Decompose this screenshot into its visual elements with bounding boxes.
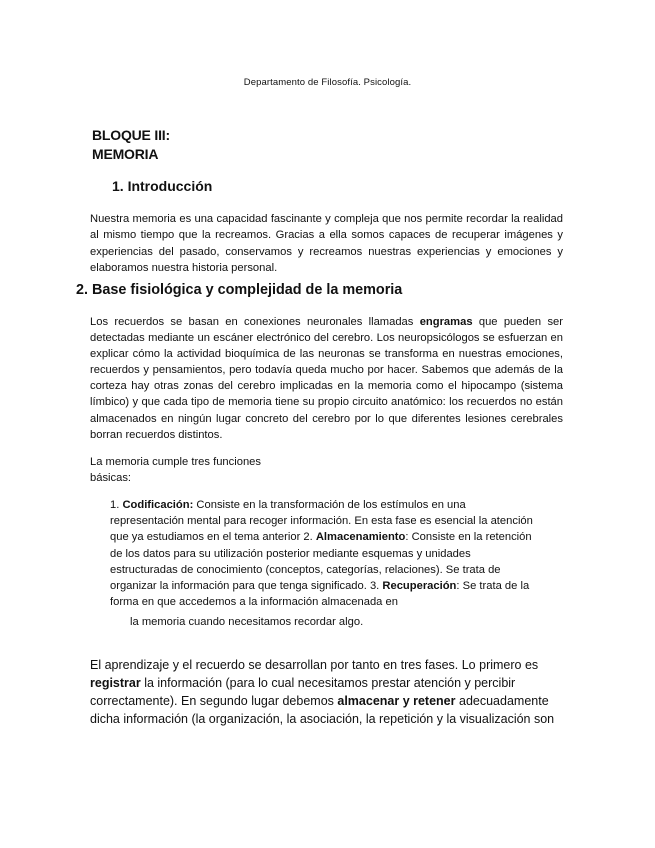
- functions-intro: La memoria cumple tres funciones básicas:: [90, 456, 261, 484]
- function-number-1: 1.: [110, 499, 123, 511]
- learning-paragraph: [90, 656, 560, 728]
- registrar-term: registrar: [90, 676, 141, 690]
- department-header: Departamento de Filosofía. Psicología.: [243, 77, 412, 88]
- base-text-a: Los recuerdos se basan en conexiones neuronales llamadas: [90, 316, 420, 328]
- intro-paragraph: Nuestra memoria es una capacidad fascinante y compleja que nos permite recordar la realidad al mismo tiempo que la recreamos. Gracias a ella somos capaces de recuperar imágenes y experiencias del pasado, conservamos y recreamos nuestras experiencias y emociones y elaboramos nuestra historia personal.: [90, 213, 563, 274]
- codificacion-term: Codificación:: [122, 499, 194, 511]
- engramas-term: engramas: [419, 316, 473, 328]
- learning-text-c: la información (para lo cual necesitamos prestar atención y percibir correctamente). En segundo lugar debemos: [90, 676, 516, 708]
- functions-list: [110, 497, 535, 610]
- learning-text-a: El aprendizaje y el recuerdo se desarrollan por tanto en tres fases. Lo primero es: [90, 658, 539, 672]
- learning-text-d: adecuadamente dicha información (la organización, la asociación, la repetición y la visualización son: [90, 694, 555, 726]
- recuperacion-desc: : Se trata de la forma en que accedemos a la información almacenada en: [110, 580, 530, 609]
- almacenamiento-desc: : Consiste en la retención de los datos para su utilización posterior mediante esquemas y unidades estructuradas de conocimiento (conceptos, categorías, relaciones). Se trata de organizar la información para que tenga significado. 3.: [110, 531, 532, 593]
- codificacion-desc: Consiste en la transformación de los estímulos en una representación mental para recoger información. En esta fase es esencial la atención que ya estudiamos en el tema anterior 2.: [110, 499, 533, 544]
- almacenamiento-term: Almacenamiento: [315, 531, 406, 544]
- base-heading: 2. Base fisiológica y complejidad de la memoria: [76, 282, 403, 298]
- intro-heading: 1. Introducción: [112, 178, 213, 194]
- block-title-line1: BLOQUE III:: [92, 127, 170, 143]
- recuperacion-term: Recuperación: [382, 580, 457, 593]
- base-paragraph: [90, 314, 563, 443]
- block-title: [92, 126, 170, 164]
- almacenar-term: almacenar y retener: [337, 694, 456, 708]
- base-text-b: que pueden ser detectadas mediante un escáner electrónico del cerebro. Los neuropsicólogos se esfuerzan en explicar cómo la actividad bioquímica de las neuronas se transforma en nuestras emociones, recuerdos y pensamientos, pero todavía queda mucho por hacer. Sabemos que además de la corteza hay otras zonas del cerebro implicadas en la memoria como el hipocampo (sistema límbico) y que cada tipo de memoria tiene su propio circuito anatómico: los recuerdos no están almacenados en ningún lugar concreto del cerebro por lo que diferentes lesiones cerebrales borran recuerdos distintos.: [90, 316, 563, 441]
- block-title-line2: MEMORIA: [92, 146, 159, 162]
- functions-continuation: la memoria cuando necesitamos recordar algo.: [130, 616, 364, 628]
